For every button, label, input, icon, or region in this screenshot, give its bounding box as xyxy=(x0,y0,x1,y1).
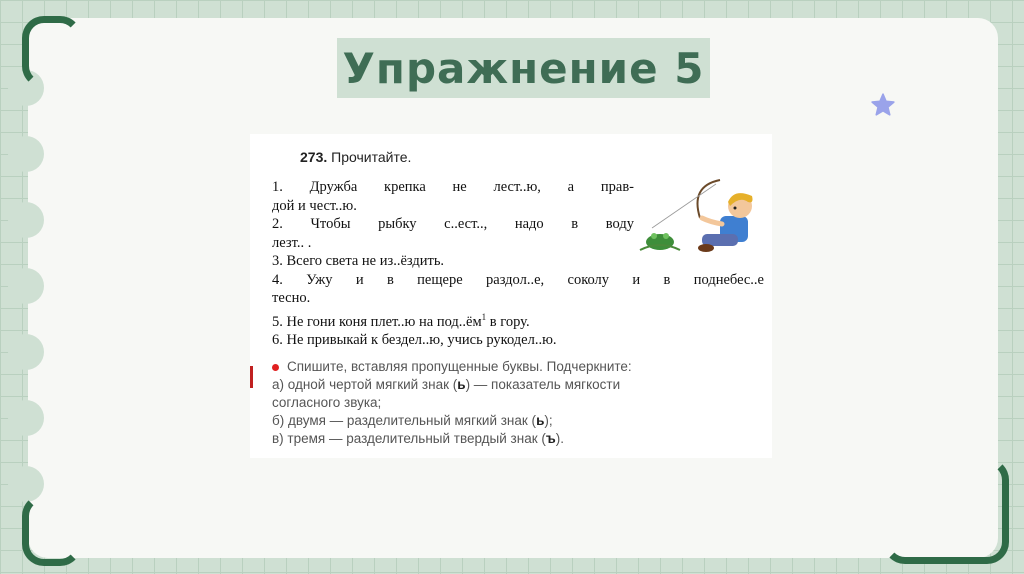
corner-bracket-top-left xyxy=(22,16,82,88)
proverb-line: лезт.. . xyxy=(272,234,312,251)
card-notch xyxy=(8,268,44,304)
task-b-suffix: ); xyxy=(544,413,553,428)
task-a-suffix: ) — показатель мягкости xyxy=(465,377,621,392)
textbook-excerpt xyxy=(250,134,772,458)
page-edge-mark xyxy=(250,366,253,388)
task-instructions xyxy=(272,358,762,448)
proverb-line: 1. Дружба крепка не лест..ю, а прав- xyxy=(272,179,634,195)
proverb-text: 5. Не гони коня плет..ю на под..ём xyxy=(272,313,482,330)
star-icon xyxy=(870,92,896,118)
task-a-text: а) одной чертой мягкий знак ( xyxy=(272,377,458,392)
proverb-line xyxy=(272,308,642,331)
task-item-a xyxy=(272,376,762,394)
slide-title: Упражнение 5 xyxy=(342,43,705,93)
corner-bracket-bottom-right xyxy=(883,458,1009,564)
exercise-number: 273. xyxy=(300,149,328,165)
hard-sign-letter: ъ xyxy=(545,431,556,446)
proverb-line: 3. Всего света не из..ёздить. xyxy=(272,253,445,269)
card-notch xyxy=(8,334,44,370)
soft-sign-letter: ь xyxy=(457,377,466,392)
task-intro: Спишите, вставляя пропущенные буквы. Подчеркните: xyxy=(287,359,632,374)
proverb-line: тесно. xyxy=(272,290,311,306)
task-intro-line xyxy=(272,358,762,376)
boy-fishing-illustration xyxy=(630,178,770,258)
task-item-c xyxy=(272,430,762,448)
task-item-a-cont: согласного звука; xyxy=(272,395,382,410)
proverb-text: в гору. xyxy=(489,313,530,330)
task-c-text: в) тремя — разделительный твердый знак ( xyxy=(272,431,546,446)
proverb-line: 6. Не привыкай к бездел..ю, учись рукодел..ю. xyxy=(272,331,557,348)
bullet-icon xyxy=(272,364,279,371)
footnote-mark: 1 xyxy=(481,311,487,322)
title-banner xyxy=(337,38,710,98)
task-b-text: б) двумя — разделительный мягкий знак ( xyxy=(272,413,537,428)
corner-bracket-bottom-left xyxy=(22,494,82,566)
proverb-line: дой и чест..ю. xyxy=(272,197,357,214)
soft-sign-letter: ь xyxy=(536,413,545,428)
exercise-header xyxy=(300,149,411,165)
proverb-line: 2. Чтобы рыбку с..ест.., надо в воду xyxy=(272,216,634,232)
proverb-line: 4. Ужу и в пещере раздол..е, соколу и в поднебес..е xyxy=(272,271,764,288)
exercise-instruction: Прочитайте. xyxy=(331,149,412,165)
card-notch xyxy=(8,202,44,238)
card-notch xyxy=(8,136,44,172)
task-item-b xyxy=(272,412,762,430)
task-c-suffix: ). xyxy=(555,431,564,446)
card-notch xyxy=(8,400,44,436)
proverbs-list xyxy=(272,178,764,349)
